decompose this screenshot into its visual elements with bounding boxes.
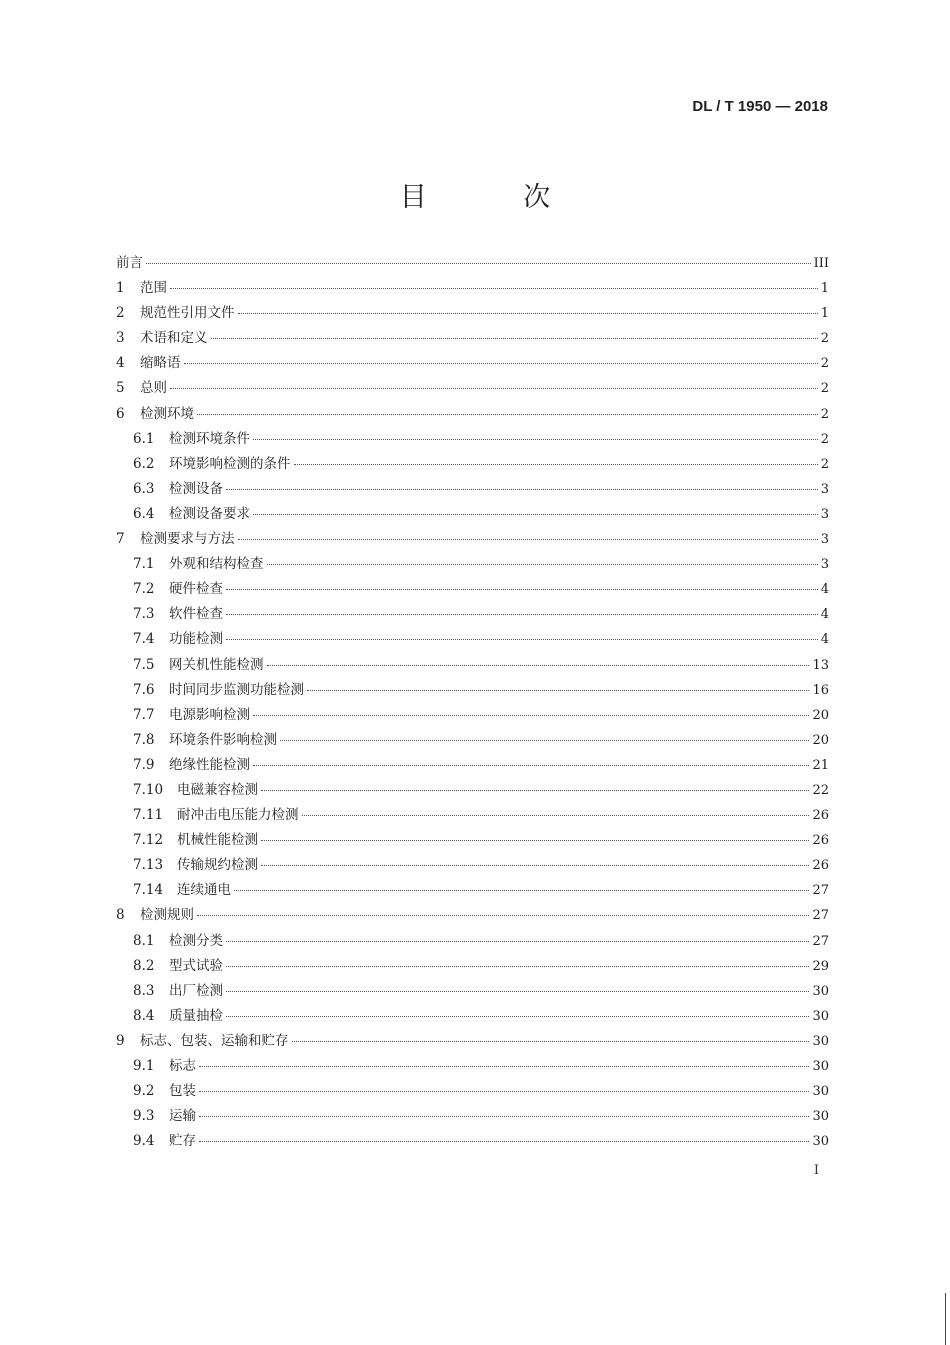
toc-entry-title: 电源影响检测 — [169, 706, 250, 723]
toc-dot-leader — [199, 1116, 809, 1117]
toc-entry-number: 8 — [116, 907, 125, 924]
page-number: I — [813, 1163, 819, 1178]
toc-dot-leader — [267, 665, 810, 666]
toc-dot-leader — [226, 489, 818, 490]
toc-dot-leader — [302, 815, 810, 816]
toc-entry-title: 检测设备 — [169, 480, 223, 497]
toc-entry-number: 7.12 — [133, 832, 164, 849]
toc-entry-number: 7.14 — [133, 882, 164, 899]
toc-dot-leader — [170, 288, 818, 289]
toc-entry[interactable] — [116, 427, 829, 452]
toc-entry-title: 规范性引用文件 — [140, 305, 235, 322]
toc-entry-page: 3 — [820, 532, 829, 548]
toc-entry[interactable] — [116, 527, 829, 552]
toc-entry-number: 6.4 — [133, 505, 155, 522]
toc-entry[interactable] — [116, 301, 829, 326]
toc-entry-number: 7.10 — [133, 781, 164, 798]
toc-entry-page: 16 — [812, 682, 829, 698]
toc-entry-number: 8.3 — [133, 982, 155, 999]
toc-entry-title: 环境影响检测的条件 — [169, 455, 291, 472]
toc-dot-leader — [253, 715, 809, 716]
toc-entry-title: 电磁兼容检测 — [177, 781, 258, 798]
toc-dot-leader — [184, 363, 818, 364]
toc-entry-title: 软件检查 — [169, 606, 223, 623]
toc-entry-page: 26 — [812, 833, 829, 849]
toc-entry[interactable] — [116, 477, 829, 502]
toc-entry[interactable] — [116, 1054, 829, 1079]
toc-entry-title: 连续通电 — [177, 882, 231, 899]
toc-entry-title: 型式试验 — [169, 957, 223, 974]
toc-dot-leader — [280, 740, 809, 741]
toc-entry-page: 20 — [812, 732, 829, 748]
toc-entry-page: 4 — [820, 607, 829, 623]
toc-entry-number: 7.2 — [133, 581, 155, 598]
toc-entry[interactable] — [116, 602, 829, 627]
toc-dot-leader — [226, 941, 809, 942]
toc-entry-title: 质量抽检 — [169, 1007, 223, 1024]
toc-entry[interactable] — [116, 376, 829, 401]
toc-entry-title: 绝缘性能检测 — [169, 756, 250, 773]
toc-entry-page: 27 — [812, 883, 829, 899]
toc-entry[interactable] — [116, 828, 829, 853]
toc-entry-number: 8.2 — [133, 957, 155, 974]
toc-entry-page: 26 — [812, 858, 829, 874]
toc-entry-page: 2 — [820, 331, 829, 347]
toc-dot-leader — [199, 1091, 809, 1092]
toc-entry-page: 26 — [812, 808, 829, 824]
toc-entry-title: 检测环境条件 — [169, 430, 250, 447]
toc-entry[interactable] — [116, 703, 829, 728]
toc-entry[interactable] — [116, 276, 829, 301]
toc-dot-leader — [261, 865, 809, 866]
toc-entry-number: 7.13 — [133, 857, 164, 874]
toc-entry[interactable] — [116, 251, 829, 276]
toc-entry-number: 6.1 — [133, 430, 155, 447]
binding-mark — [945, 1293, 950, 1345]
toc-entry-number: 7.11 — [133, 807, 164, 824]
toc-entry-number: 8.1 — [133, 932, 155, 949]
toc-dot-leader — [294, 464, 818, 465]
toc-entry-title: 总则 — [140, 380, 167, 397]
toc-entry[interactable] — [116, 803, 829, 828]
toc-entry[interactable] — [116, 502, 829, 527]
toc-entry-title: 缩略语 — [140, 355, 181, 372]
toc-entry-page: 1 — [820, 281, 829, 297]
toc-entry-title: 硬件检查 — [169, 581, 223, 598]
toc-dot-leader — [261, 790, 809, 791]
toc-entry-page: 30 — [812, 1084, 829, 1100]
toc-entry-number: 7.6 — [133, 681, 155, 698]
toc-entry-page: 21 — [812, 757, 829, 773]
toc-entry-page: 27 — [812, 908, 829, 924]
toc-entry-page: 30 — [812, 983, 829, 999]
page-title: 目 次 — [399, 182, 595, 213]
toc-dot-leader — [226, 614, 818, 615]
toc-dot-leader — [199, 1066, 809, 1067]
toc-entry[interactable] — [116, 878, 829, 903]
toc-entry-page: 29 — [812, 958, 829, 974]
toc-entry-title: 贮存 — [169, 1133, 196, 1150]
toc-entry-number: 7.3 — [133, 606, 155, 623]
toc-entry-number: 8.4 — [133, 1007, 155, 1024]
toc-entry-number: 3 — [116, 330, 125, 347]
toc-entry-page: 3 — [820, 506, 829, 522]
toc-entry-number: 9.4 — [133, 1133, 155, 1150]
toc-entry-title: 检测环境 — [140, 405, 194, 422]
toc-dot-leader — [170, 388, 818, 389]
toc-entry-page: 30 — [812, 1059, 829, 1074]
toc-dot-leader — [226, 589, 818, 590]
toc-entry-title: 出厂检测 — [169, 982, 223, 999]
toc-entry-number: 7 — [116, 531, 125, 548]
toc-dot-leader — [197, 414, 818, 415]
toc-entry-page: 2 — [820, 406, 829, 422]
toc-dot-leader — [253, 514, 818, 515]
toc-entry-title: 检测要求与方法 — [140, 531, 235, 548]
toc-entry[interactable] — [116, 778, 829, 803]
toc-entry-page: 4 — [820, 582, 829, 598]
toc-entry[interactable] — [116, 402, 829, 427]
toc-entry-page: 2 — [820, 431, 829, 447]
toc-entry[interactable] — [116, 452, 829, 477]
toc-entry-title: 检测设备要求 — [169, 505, 250, 522]
toc-entry-title: 时间同步监测功能检测 — [169, 681, 304, 698]
toc-entry-number: 7.9 — [133, 756, 155, 773]
toc-entry-page: 3 — [820, 557, 829, 573]
toc-entry-page: 13 — [812, 657, 829, 673]
toc-entry[interactable] — [116, 1079, 829, 1104]
toc-entry-number: 7.5 — [133, 656, 155, 673]
toc-dot-leader — [261, 840, 809, 841]
toc-entry[interactable] — [116, 853, 829, 878]
toc-entry[interactable] — [116, 1029, 829, 1054]
toc-dot-leader — [199, 1141, 809, 1142]
toc-entry-page: 30 — [812, 1033, 829, 1049]
toc-entry-title: 网关机性能检测 — [169, 656, 264, 673]
toc-entry-number: 7.8 — [133, 731, 155, 748]
toc-dot-leader — [211, 338, 818, 339]
toc-dot-leader — [146, 263, 811, 264]
toc-dot-leader — [307, 690, 809, 691]
toc-entry-page: 22 — [812, 782, 829, 798]
toc-entry[interactable] — [116, 1129, 829, 1154]
toc-entry-title: 包装 — [169, 1083, 196, 1100]
toc-entry-title: 检测分类 — [169, 932, 223, 949]
toc-dot-leader — [292, 1041, 810, 1042]
table-of-contents — [116, 251, 829, 1154]
toc-entry[interactable] — [116, 929, 829, 954]
toc-entry-number: 6.2 — [133, 455, 155, 472]
toc-entry-page: 2 — [820, 381, 829, 397]
toc-entry-title: 术语和定义 — [140, 330, 208, 347]
toc-dot-leader — [226, 966, 809, 967]
toc-entry-page: III — [813, 256, 829, 271]
toc-entry-page: 30 — [812, 1109, 829, 1125]
toc-entry-title: 标志 — [169, 1058, 196, 1074]
toc-dot-leader — [226, 991, 809, 992]
toc-entry-number: 9.1 — [133, 1058, 155, 1074]
toc-dot-leader — [253, 439, 818, 440]
toc-entry-title: 前言 — [116, 255, 143, 271]
toc-entry[interactable] — [116, 627, 829, 652]
toc-entry-page: 2 — [820, 456, 829, 472]
toc-entry[interactable] — [116, 1104, 829, 1129]
toc-entry-number: 9 — [116, 1032, 125, 1049]
toc-entry-number: 2 — [116, 305, 125, 322]
toc-entry-number: 6.3 — [133, 480, 155, 497]
toc-entry-page: 2 — [820, 356, 829, 372]
toc-entry-number: 9.2 — [133, 1083, 155, 1100]
toc-entry-page: 27 — [812, 933, 829, 949]
toc-entry[interactable] — [116, 326, 829, 351]
toc-entry[interactable] — [116, 1004, 829, 1029]
toc-entry[interactable] — [116, 653, 829, 678]
toc-entry-page: 30 — [812, 1134, 829, 1150]
toc-dot-leader — [238, 539, 818, 540]
toc-entry[interactable] — [116, 577, 829, 602]
toc-entry[interactable] — [116, 552, 829, 577]
toc-entry-number: 4 — [116, 355, 125, 372]
toc-entry-number: 6 — [116, 405, 125, 422]
toc-dot-leader — [253, 765, 809, 766]
toc-dot-leader — [197, 915, 809, 916]
toc-entry-title: 外观和结构检查 — [169, 556, 264, 573]
toc-dot-leader — [226, 1016, 809, 1017]
toc-entry[interactable] — [116, 979, 829, 1004]
toc-dot-leader — [267, 564, 818, 565]
toc-entry[interactable] — [116, 903, 829, 928]
toc-entry[interactable] — [116, 728, 829, 753]
toc-entry-page: 4 — [820, 632, 829, 648]
toc-entry-title: 环境条件影响检测 — [169, 731, 277, 748]
toc-entry[interactable] — [116, 351, 829, 376]
toc-entry-number: 1 — [116, 280, 125, 297]
toc-dot-leader — [238, 313, 818, 314]
toc-entry-number: 7.4 — [133, 631, 155, 648]
toc-dot-leader — [234, 890, 809, 891]
toc-entry-number: 9.3 — [133, 1108, 155, 1125]
toc-dot-leader — [226, 639, 818, 640]
toc-entry-title: 检测规则 — [140, 907, 194, 924]
toc-entry-title: 标志、包装、运输和贮存 — [140, 1032, 289, 1049]
toc-entry-page: 1 — [820, 306, 829, 322]
toc-entry-title: 功能检测 — [169, 631, 223, 648]
standard-code: DL / T 1950 — 2018 — [692, 98, 828, 115]
toc-entry-page: 30 — [812, 1008, 829, 1024]
toc-entry-number: 5 — [116, 380, 125, 397]
toc-entry[interactable] — [116, 753, 829, 778]
toc-entry-title: 传输规约检测 — [177, 857, 258, 874]
toc-entry[interactable] — [116, 954, 829, 979]
toc-entry-title: 运输 — [169, 1108, 196, 1125]
toc-entry-number: 7.1 — [133, 556, 155, 573]
toc-entry-number: 7.7 — [133, 706, 155, 723]
toc-entry-title: 机械性能检测 — [177, 832, 258, 849]
toc-entry[interactable] — [116, 678, 829, 703]
toc-entry-page: 3 — [820, 481, 829, 497]
toc-entry-title: 耐冲击电压能力检测 — [177, 807, 299, 824]
toc-entry-title: 范围 — [140, 280, 167, 297]
toc-entry-page: 20 — [812, 707, 829, 723]
